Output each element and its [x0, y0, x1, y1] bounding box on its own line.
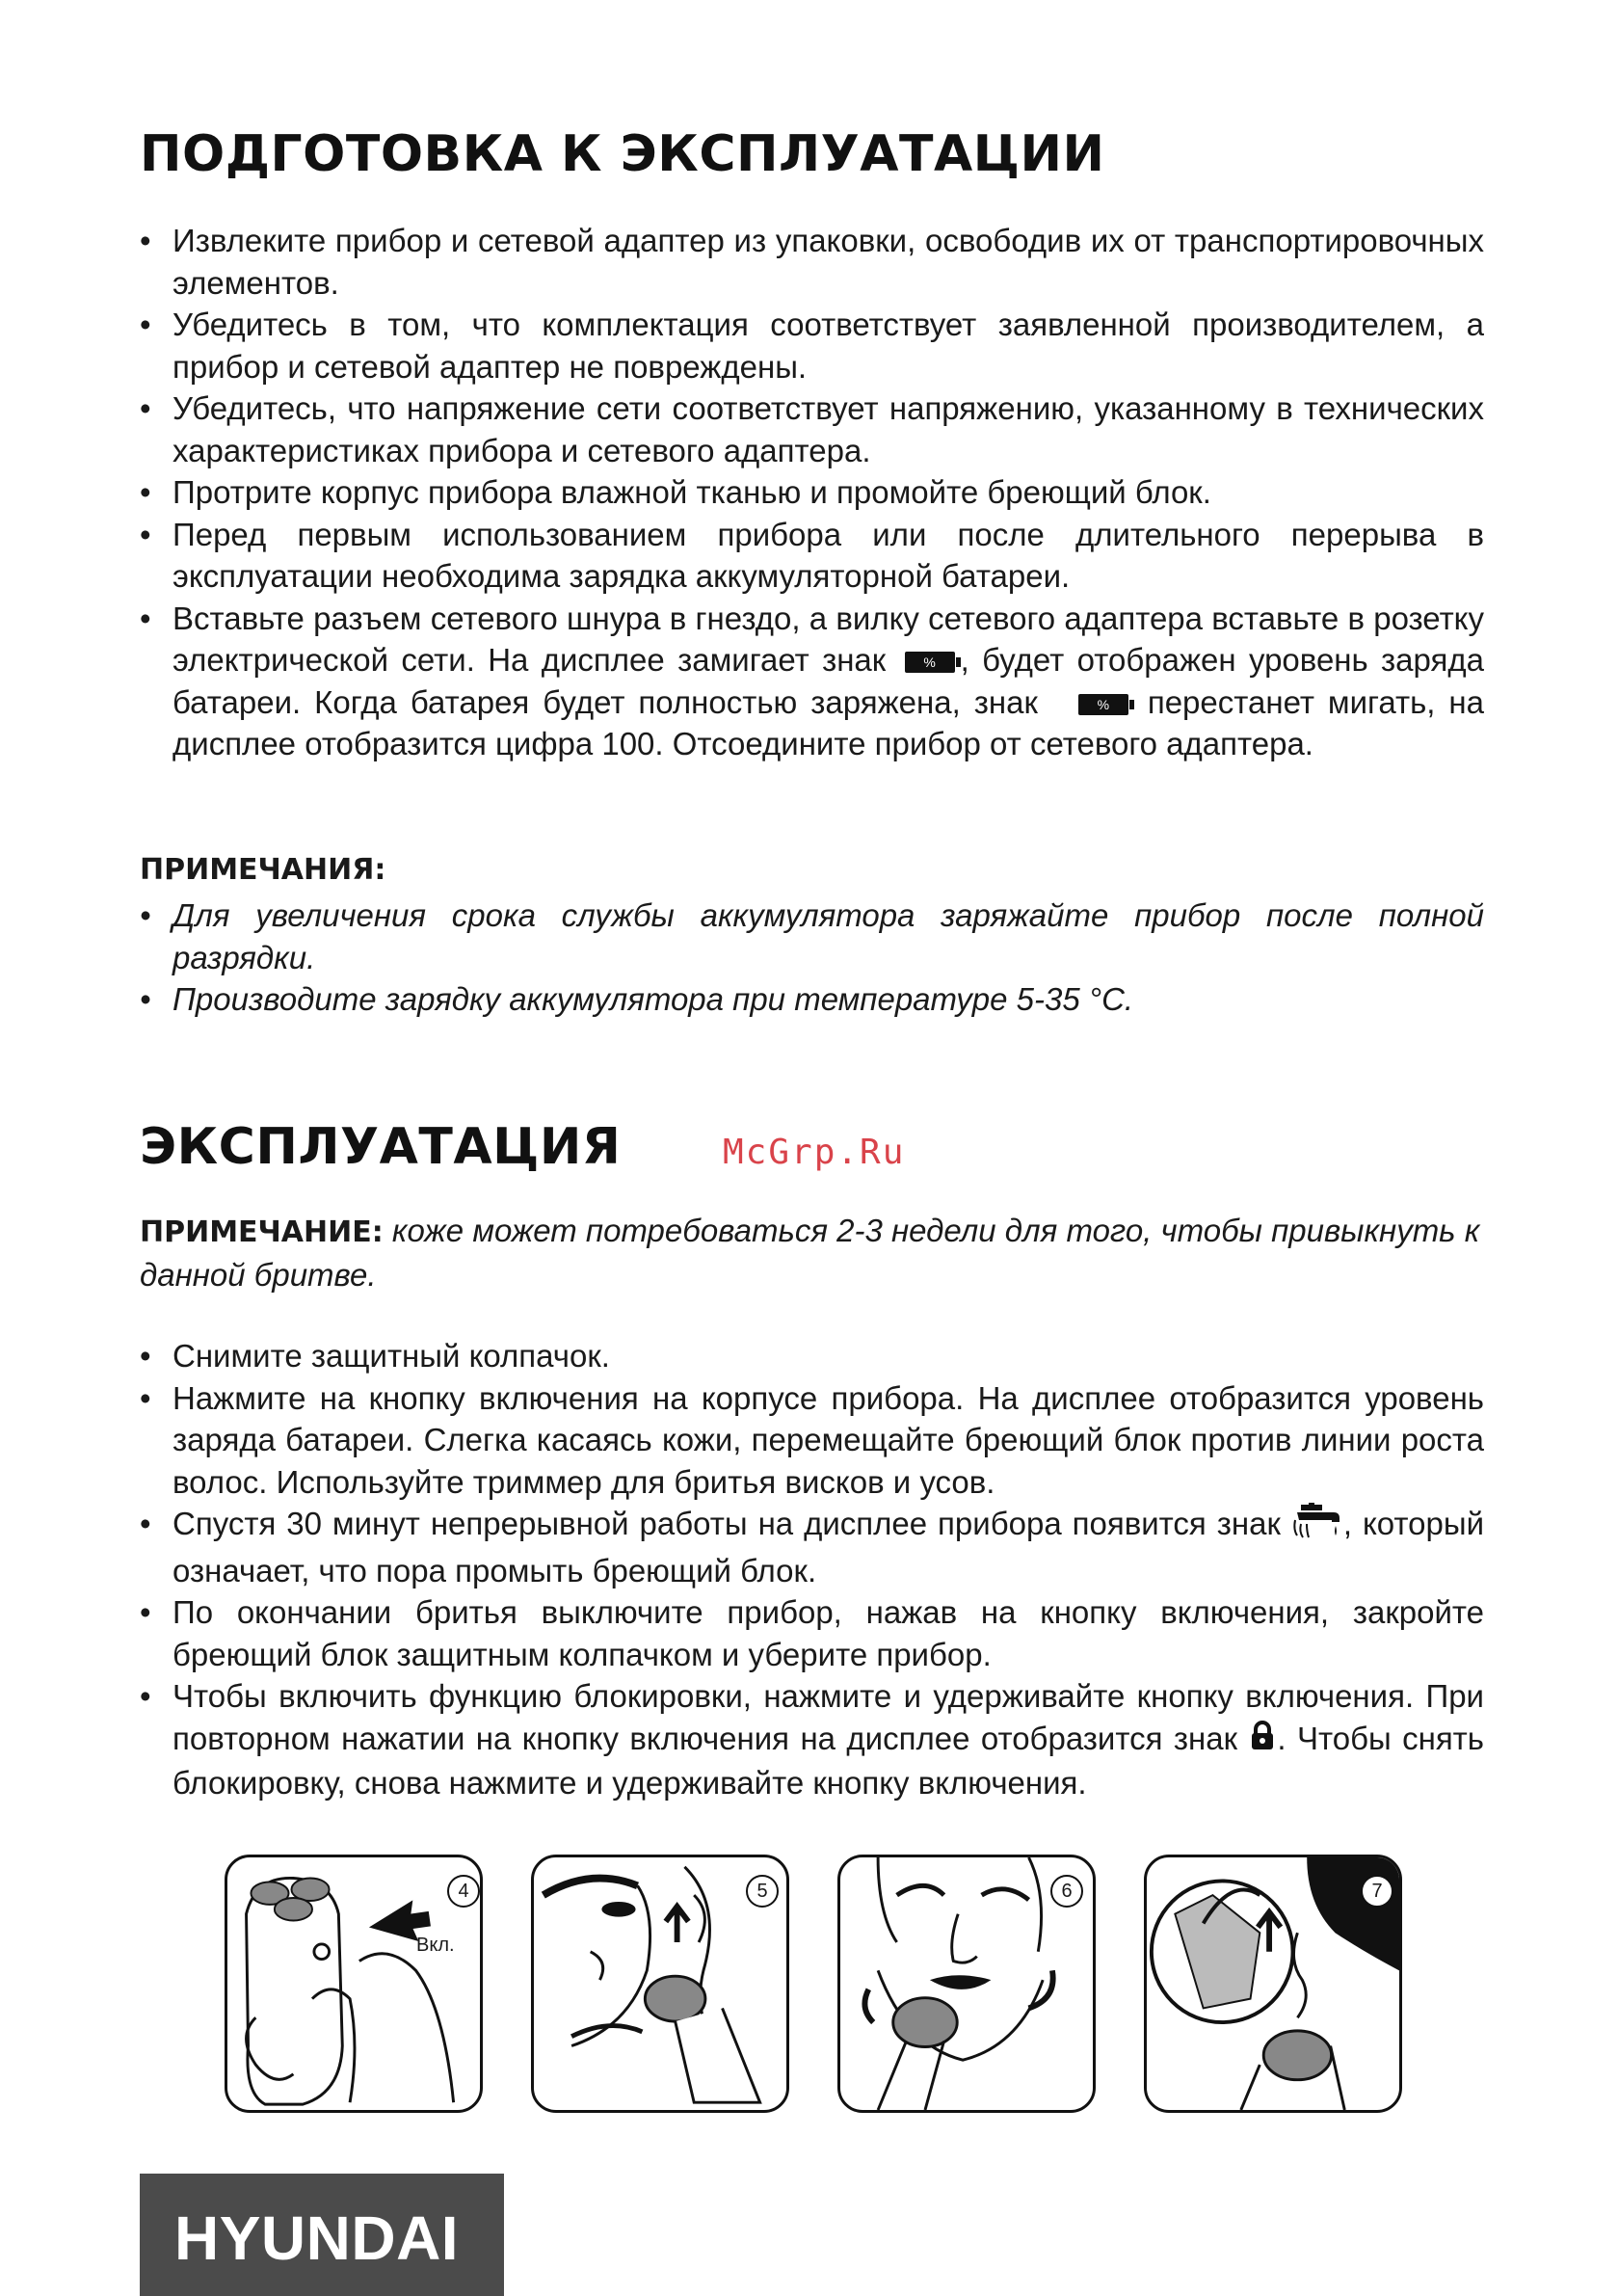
list-item: • Протрите корпус прибора влажной тканью и промойте бреющий блок.: [140, 471, 1484, 514]
item-text-part: , который означает, что пора промыть бреющий блок.: [172, 1506, 1484, 1589]
illustration-panel-5: [531, 1855, 789, 2113]
notes-list: [140, 894, 1484, 1021]
list-item: • Убедитесь в том, что комплектация соответствует заявленной производителем, а прибор и сетевой адаптер не повреждены.: [140, 304, 1484, 387]
preparation-list: [140, 220, 1484, 765]
operation-note: [140, 1210, 1484, 1295]
watermark-text: McGrp.Ru: [723, 1133, 906, 1172]
notes-title: ПРИМЕЧАНИЯ:: [140, 853, 386, 887]
list-item: • Производите зарядку аккумулятора при температуре 5-35 °С.: [140, 978, 1484, 1021]
list-item: • Снимите защитный колпачок.: [140, 1335, 1484, 1377]
step-number-badge: 6: [1050, 1875, 1083, 1908]
section-title-operation: ЭКСПЛУАТАЦИЯ: [140, 1118, 622, 1176]
illustration-panel-7: [1144, 1855, 1402, 2113]
illustration-row: [225, 1855, 1402, 2115]
operation-list-wrap: [140, 1335, 1484, 1803]
list-item: [140, 1503, 1484, 1591]
note-label: ПРИМЕЧАНИЕ:: [140, 1215, 384, 1249]
shaver-power-illustration: [227, 1857, 480, 2110]
battery-charge-icon: %: [1078, 694, 1128, 715]
list-item: • Перед первым использованием прибора или после длительного перерыва в эксплуатации необходима зарядка аккумуляторной батареи.: [140, 514, 1484, 598]
item-text-part: Чтобы включить функцию блокировки, нажмите и удерживайте кнопку включения. При повторном нажатии на кнопку включения на дисплее отобразится знак: [172, 1678, 1484, 1756]
list-item: • Убедитесь, что напряжение сети соответствует напряжению, указанному в технических характеристиках прибора и сетевого адаптера.: [140, 387, 1484, 471]
brand-logo: HYUNDAI: [174, 2203, 460, 2273]
illustration-panel-4: [225, 1855, 483, 2113]
section-title-preparation: ПОДГОТОВКА К ЭКСПЛУАТАЦИИ: [140, 125, 1105, 183]
list-item: • Для увеличения срока службы аккумулятора заряжайте прибор после полной разрядки.: [140, 894, 1484, 978]
preparation-list-wrap: [140, 220, 1484, 765]
note-text: коже может потребоваться 2-3 недели для того, чтобы привыкнуть к данной бритве.: [140, 1213, 1480, 1293]
item-text-part: . Чтобы снять блокировку, снова нажмите и удерживайте кнопку включения.: [172, 1720, 1484, 1801]
illustration-panel-6: [837, 1855, 1096, 2113]
brand-logo-block: [140, 2174, 504, 2296]
faucet-icon: [1291, 1503, 1343, 1550]
step-number-badge: 5: [746, 1875, 779, 1908]
item-text-part: , будет отображен уровень заряда батареи. Когда батарея будет полностью заряжена, знак: [172, 642, 1484, 720]
item-text-part: Вставьте разъем сетевого шнура в гнездо, а вилку сетевого адаптера вставьте в розетку электрической сети. На дисплее замигает знак: [172, 600, 1484, 678]
list-item: • Извлеките прибор и сетевой адаптер из упаковки, освободив их от транспортировочных элементов.: [140, 220, 1484, 304]
notes-section: [140, 853, 1484, 1021]
item-text-part: Спустя 30 минут непрерывной работы на дисплее прибора появится знак: [172, 1506, 1281, 1541]
operation-list: [140, 1335, 1484, 1803]
step-number-badge: 4: [447, 1875, 480, 1908]
battery-charge-icon: %: [905, 652, 955, 673]
list-item: [140, 1675, 1484, 1803]
lock-icon: [1248, 1720, 1277, 1762]
list-item: [140, 598, 1484, 765]
list-item: • По окончании бритья выключите прибор, нажав на кнопку включения, закройте бреющий блок защитным колпачком и уберите прибор.: [140, 1591, 1484, 1675]
power-label: Вкл.: [416, 1935, 455, 1956]
step-number-badge: 7: [1361, 1875, 1393, 1908]
preparation-section: [140, 125, 1484, 183]
item-text-part: перестанет мигать, на дисплее отобразится цифра 100. Отсоедините прибор от сетевого адаптера.: [172, 683, 1484, 761]
list-item: • Нажмите на кнопку включения на корпусе прибора. На дисплее отобразится уровень заряда батареи. Слегка касаясь кожи, перемещайте бреющий блок против линии роста волос. Используйте триммер для бритья висков и усов.: [140, 1377, 1484, 1504]
